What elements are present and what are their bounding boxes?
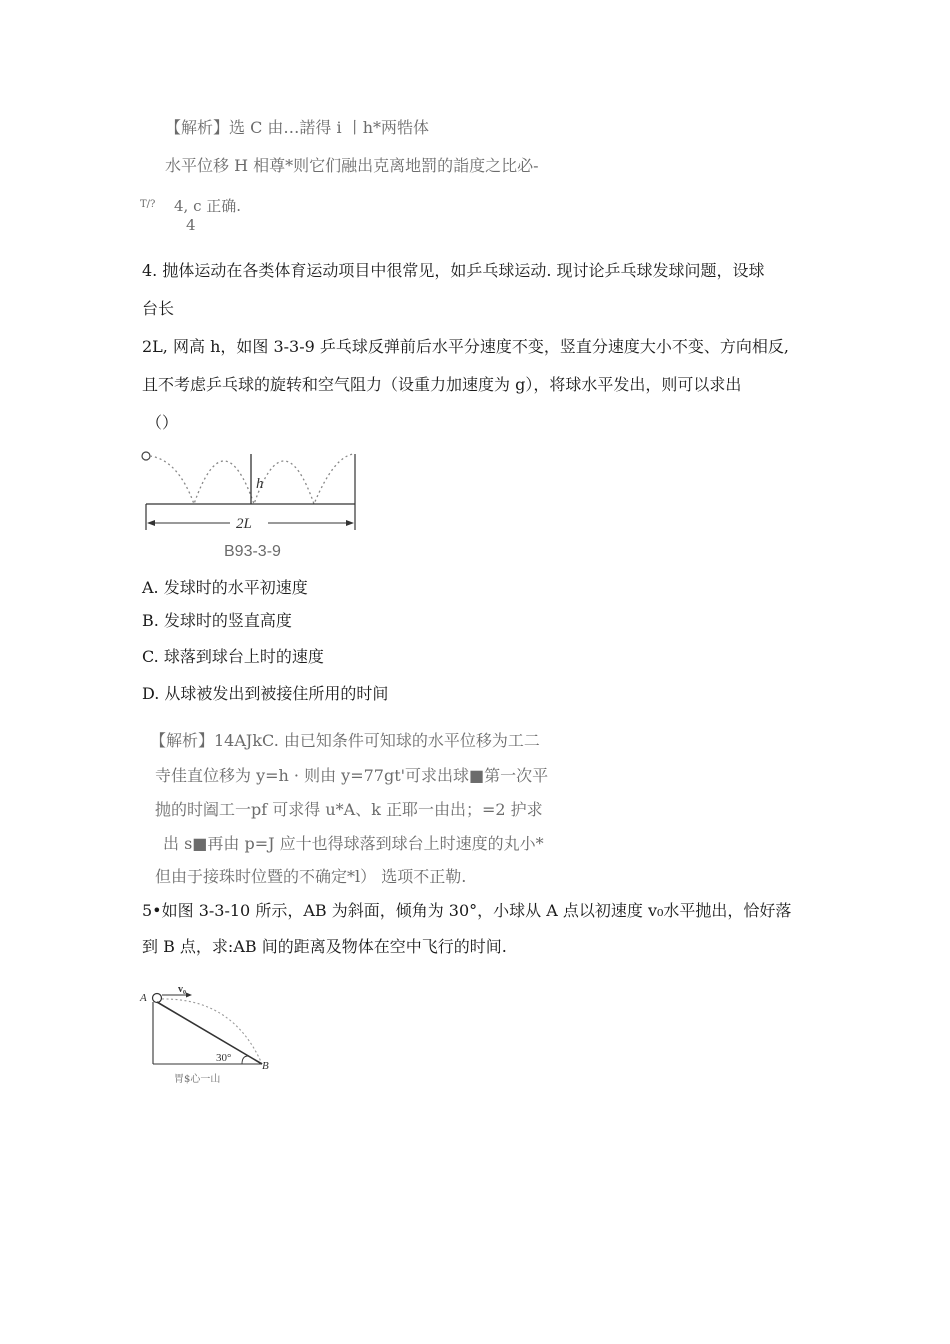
figure-3-3-10 <box>138 984 278 1084</box>
velocity-label: v₀ <box>178 984 186 995</box>
question4-line1: 4. 抛体运动在各类体育运动项目中很常见，如乒乓球运动. 现讨论乒乓球发球问题，设球 <box>142 261 765 280</box>
dimension-arrow-left <box>147 520 155 526</box>
option-a: A. 发球时的水平初速度 <box>142 578 308 597</box>
option-b: B. 发球时的竖直高度 <box>142 611 292 630</box>
question5-line2: 到 B 点，求:AB 间的距离及物体在空中飞行的时间. <box>142 937 507 956</box>
solution3-line2: 水平位移 H 相尊*则它们融出克离地罰的詣度之比必- <box>165 156 539 175</box>
solution4-line3: 抛的时阖工一pf 可求得 u*A、k 正耶一由出；=2 护求 <box>155 800 543 819</box>
figure-3-3-10-caption: 胃$心一山 <box>174 1074 221 1085</box>
option-c: C. 球落到球台上时的速度 <box>142 647 324 666</box>
trajectory-path <box>150 454 354 504</box>
solution3-line3: 4, c 正确. <box>174 197 242 215</box>
point-a-label: A <box>140 992 147 1004</box>
option-d: D. 从球被发出到被接住所用的时间 <box>142 684 389 703</box>
question4-line3: 2L, 网高 h，如图 3-3-9 乒乓球反弹前后水平分速度不变，竖直分速度大小不变、方向相反, <box>142 337 789 356</box>
velocity-arrowhead <box>186 993 192 998</box>
solution3-small-mark: T/? <box>140 199 156 210</box>
solution3-line1: 【解析】选 C 由…諾得 i 丨h*两牿体 <box>165 118 430 137</box>
solution4-line2: 寺佳直位移为 y=h · 则由 y=77gt'可求出球■第一次平 <box>155 766 549 785</box>
question5-line1: 5•如图 3-3-10 所示，AB 为斜面，倾角为 30°，小球从 A 点以初速度 v₀水平抛出，恰好落 <box>142 901 792 920</box>
solution4-line5: 但由于接珠时位暨的不确定*l） 选项不正勒. <box>155 867 467 886</box>
dimension-arrow-right <box>346 520 354 526</box>
incline-line <box>157 1002 262 1064</box>
solution4-line1: 【解析】14AJkC. 由已知条件可知球的水平位移为工二 <box>150 731 540 750</box>
ball-icon <box>153 994 162 1003</box>
net-height-label: h <box>256 476 264 492</box>
solution3-line4: 4 <box>186 216 196 234</box>
angle-arc <box>242 1056 248 1064</box>
question4-line4: 且不考虑乒乓球的旋转和空气阻力（设重力加速度为 g），将球水平发出，则可以求出 <box>142 375 742 394</box>
ball-icon <box>142 452 150 460</box>
angle-label: 30° <box>216 1052 232 1064</box>
point-b-label: B <box>262 1060 269 1072</box>
solution4-line4: 出 s■再由 p=J 应十也得球落到球台上时速度的丸小* <box>163 834 544 853</box>
dimension-label: 2L <box>236 516 252 532</box>
question4-line2: 台长 <box>142 299 175 318</box>
figure-3-3-9-caption: B93-3-9 <box>224 543 281 560</box>
question4-answer-blank: （） <box>146 413 179 432</box>
